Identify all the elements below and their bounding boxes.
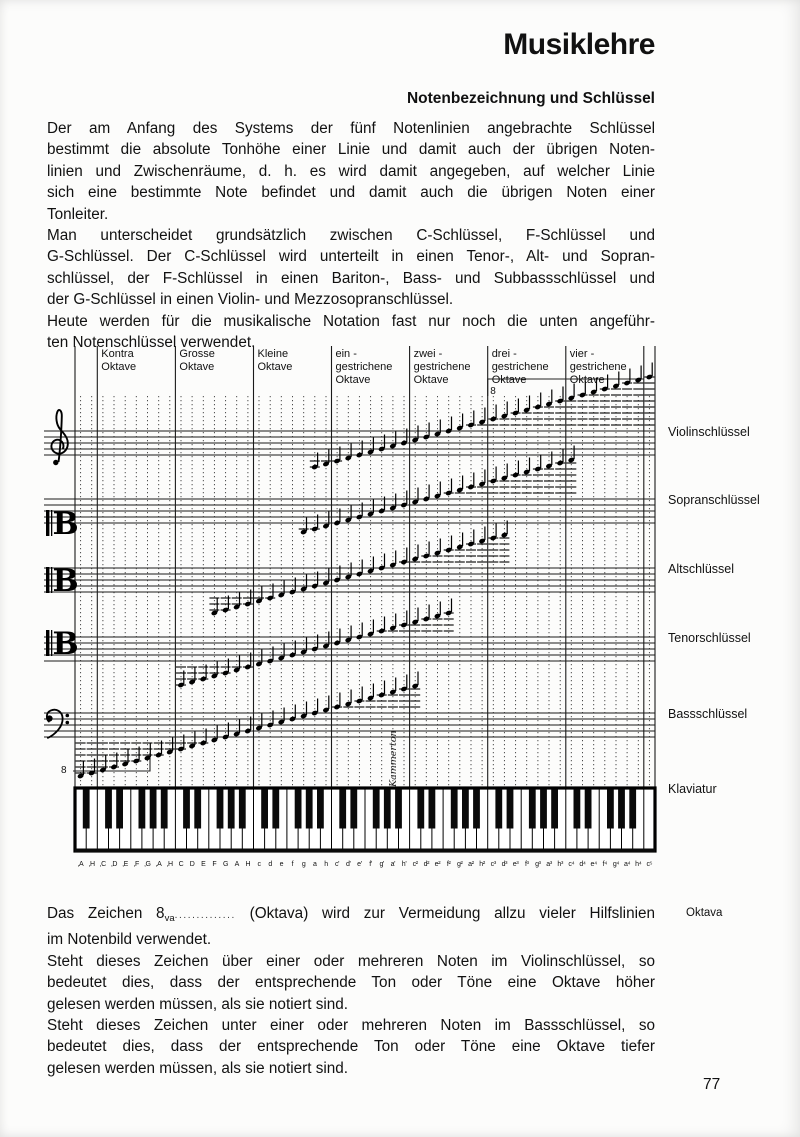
note-name-label: C [178,861,184,868]
note-name-label: f⁴ [602,861,607,868]
octave-column-label: Kontra Oktave [101,348,137,373]
note-name-label: a [312,861,317,868]
body-line: der G-Schlüssel in einen Violin- und Mezzosopranschlüssel. [47,291,454,309]
note-name-label: E [201,861,206,868]
body-line: Tonleiter. [47,205,109,223]
body-line [47,903,655,929]
note-name-label: A [234,861,239,868]
staff-margin-label: Tenorschlüssel [668,631,751,645]
note-name-label: d² [423,861,430,868]
body-line: Man unterscheidet grundsätzlich zwischen C-Schlüssel, F-Schlüssel und [47,227,655,245]
note-name-label: ‚E [122,861,128,868]
note-name-label: h² [479,861,485,868]
margin-note-oktava: Oktava [686,907,723,919]
octave-column-label: zwei - gestrichene Oktave [413,348,471,386]
note-name-label: G [223,861,229,868]
staff-margin-label: Violinschlüssel [668,425,750,439]
note-name-label: F [212,861,217,868]
svg-text:8: 8 [61,765,67,776]
staff-margin-label: Sopranschlüssel [668,493,760,507]
body-line: G-Schlüssel. Der C-Schlüssel wird unterteilt in einen Tenor-, Alt- und Sopran- [47,248,655,266]
note-name-label: c² [412,861,418,868]
svg-text:B: B [52,506,79,542]
note-name-label: f³ [524,861,529,868]
note-name-label: ‚G [144,861,151,868]
note-name-label: ‚F [133,861,139,868]
note-name-label: e² [434,861,441,868]
note-name-label: a³ [546,861,552,868]
note-name-label: g³ [535,861,541,868]
page-title: Musiklehre [503,28,655,61]
body-line: Steht dieses Zeichen über einer oder mehreren Noten im Violinschlüssel, so [47,952,655,970]
section-heading: Notenbezeichnung und Schlüssel [406,90,655,107]
note-name-label: ‚C [99,861,106,868]
note-name-label: ‚A [77,861,84,868]
keyboard-margin-label: Klaviatur [668,782,717,796]
note-name-label: D [189,861,195,868]
note-name-label: d⁴ [579,861,586,868]
svg-text:B: B [52,626,79,662]
svg-text:8: 8 [490,386,496,397]
staff-margin-label: Altschlüssel [668,562,734,576]
note-name-label: a² [468,861,474,868]
body-line: schlüssel, der F-Schlüssel in einen Bariton-, Bass- und Subbassschlüssel und [47,269,655,287]
note-name-label: e⁴ [590,861,597,868]
note-name-label: e' [357,861,362,868]
note-name-label: f [291,861,294,868]
body-line: ten Notenschlüssel verwendet. [47,334,256,352]
body-line: bedeutet dies, dass der entsprechende Ton oder Töne eine Oktave tiefer [47,1038,655,1056]
note-name-label: d' [345,861,351,868]
note-name-label: ‚A [155,861,162,868]
svg-text:B: B [52,563,79,599]
note-name-label: g' [379,861,385,868]
oktava-sub: va [164,913,175,924]
oktava-line1-rest: (Oktava) wird zur Vermeidung allzu vieler Hilfslinien [249,905,655,922]
note-name-label: e³ [512,861,519,868]
note-name-label: g⁴ [612,861,620,868]
body-line: gelesen werden müssen, als sie notiert sind. [47,1059,349,1077]
note-name-label: ‚D [111,861,118,868]
svg-text:Kammerton: Kammerton [388,730,399,787]
octave-column-label: vier - gestrichene Oktave [569,348,627,386]
note-name-label: c⁵ [646,861,653,868]
note-name-label: e [279,861,284,868]
note-name-label: H [245,861,251,868]
body-line: Der am Anfang des Systems der fünf Notenlinien angebrachte Schlüssel [47,120,655,137]
note-name-label: g [301,861,306,868]
body-line: bestimmt die absolute Tonhöhe einer Linie und damit auch der übrigen Noten- [47,141,655,159]
oktava-paragraphs [47,903,655,1079]
note-name-label: a⁴ [623,861,631,868]
octave-column-label: ein - gestrichene Oktave [335,348,393,386]
oktava-leader-dots: .............. [174,910,236,921]
note-name-label: d³ [501,861,508,868]
note-name-label: f² [446,861,451,868]
body-line: bedeutet dies, dass der entsprechende Ton oder Töne eine Oktave höher [47,974,655,992]
octave-column-label: drei - gestrichene Oktave [491,348,549,386]
body-line: gelesen werden müssen, als sie notiert sind. [47,995,349,1013]
oktava-prefix: Das Zeichen 8 [47,905,165,922]
note-name-label: d [268,861,272,868]
body-line: linien und Zwischenräume, d. h. es wird damit angegeben, auf welcher Linie [47,162,655,180]
note-name-label: ‚H [88,861,95,868]
octave-column-label: Kleine Oktave [257,348,293,373]
body-line: Steht dieses Zeichen unter einer oder mehreren Noten im Bassschlüssel, so [47,1017,655,1035]
note-name-label: h³ [557,861,563,868]
note-name-label: h [324,861,328,868]
note-name-label: ‚H [166,861,173,868]
note-name-label: h⁴ [635,861,642,868]
octave-column-label: Grosse Oktave [179,348,215,373]
note-name-label: f' [369,861,372,868]
body-line: sich eine bestimmte Note befindet und damit auch die übrigen Noten einer [47,184,655,202]
note-name-label: c⁴ [568,861,575,868]
note-name-label: c' [334,861,340,868]
note-name-label: h' [401,861,407,868]
page-number: 77 [703,1076,721,1093]
body-line: im Notenbild verwendet. [47,931,212,949]
body-line: Heute werden für die musikalische Notation fast nur noch die unten angeführ- [47,312,655,330]
note-name-label: a' [390,861,396,868]
note-name-label: g² [456,861,463,868]
note-name-label: c [257,861,261,868]
staff-margin-label: Bassschlüssel [668,707,748,721]
note-name-label: c³ [490,861,496,868]
